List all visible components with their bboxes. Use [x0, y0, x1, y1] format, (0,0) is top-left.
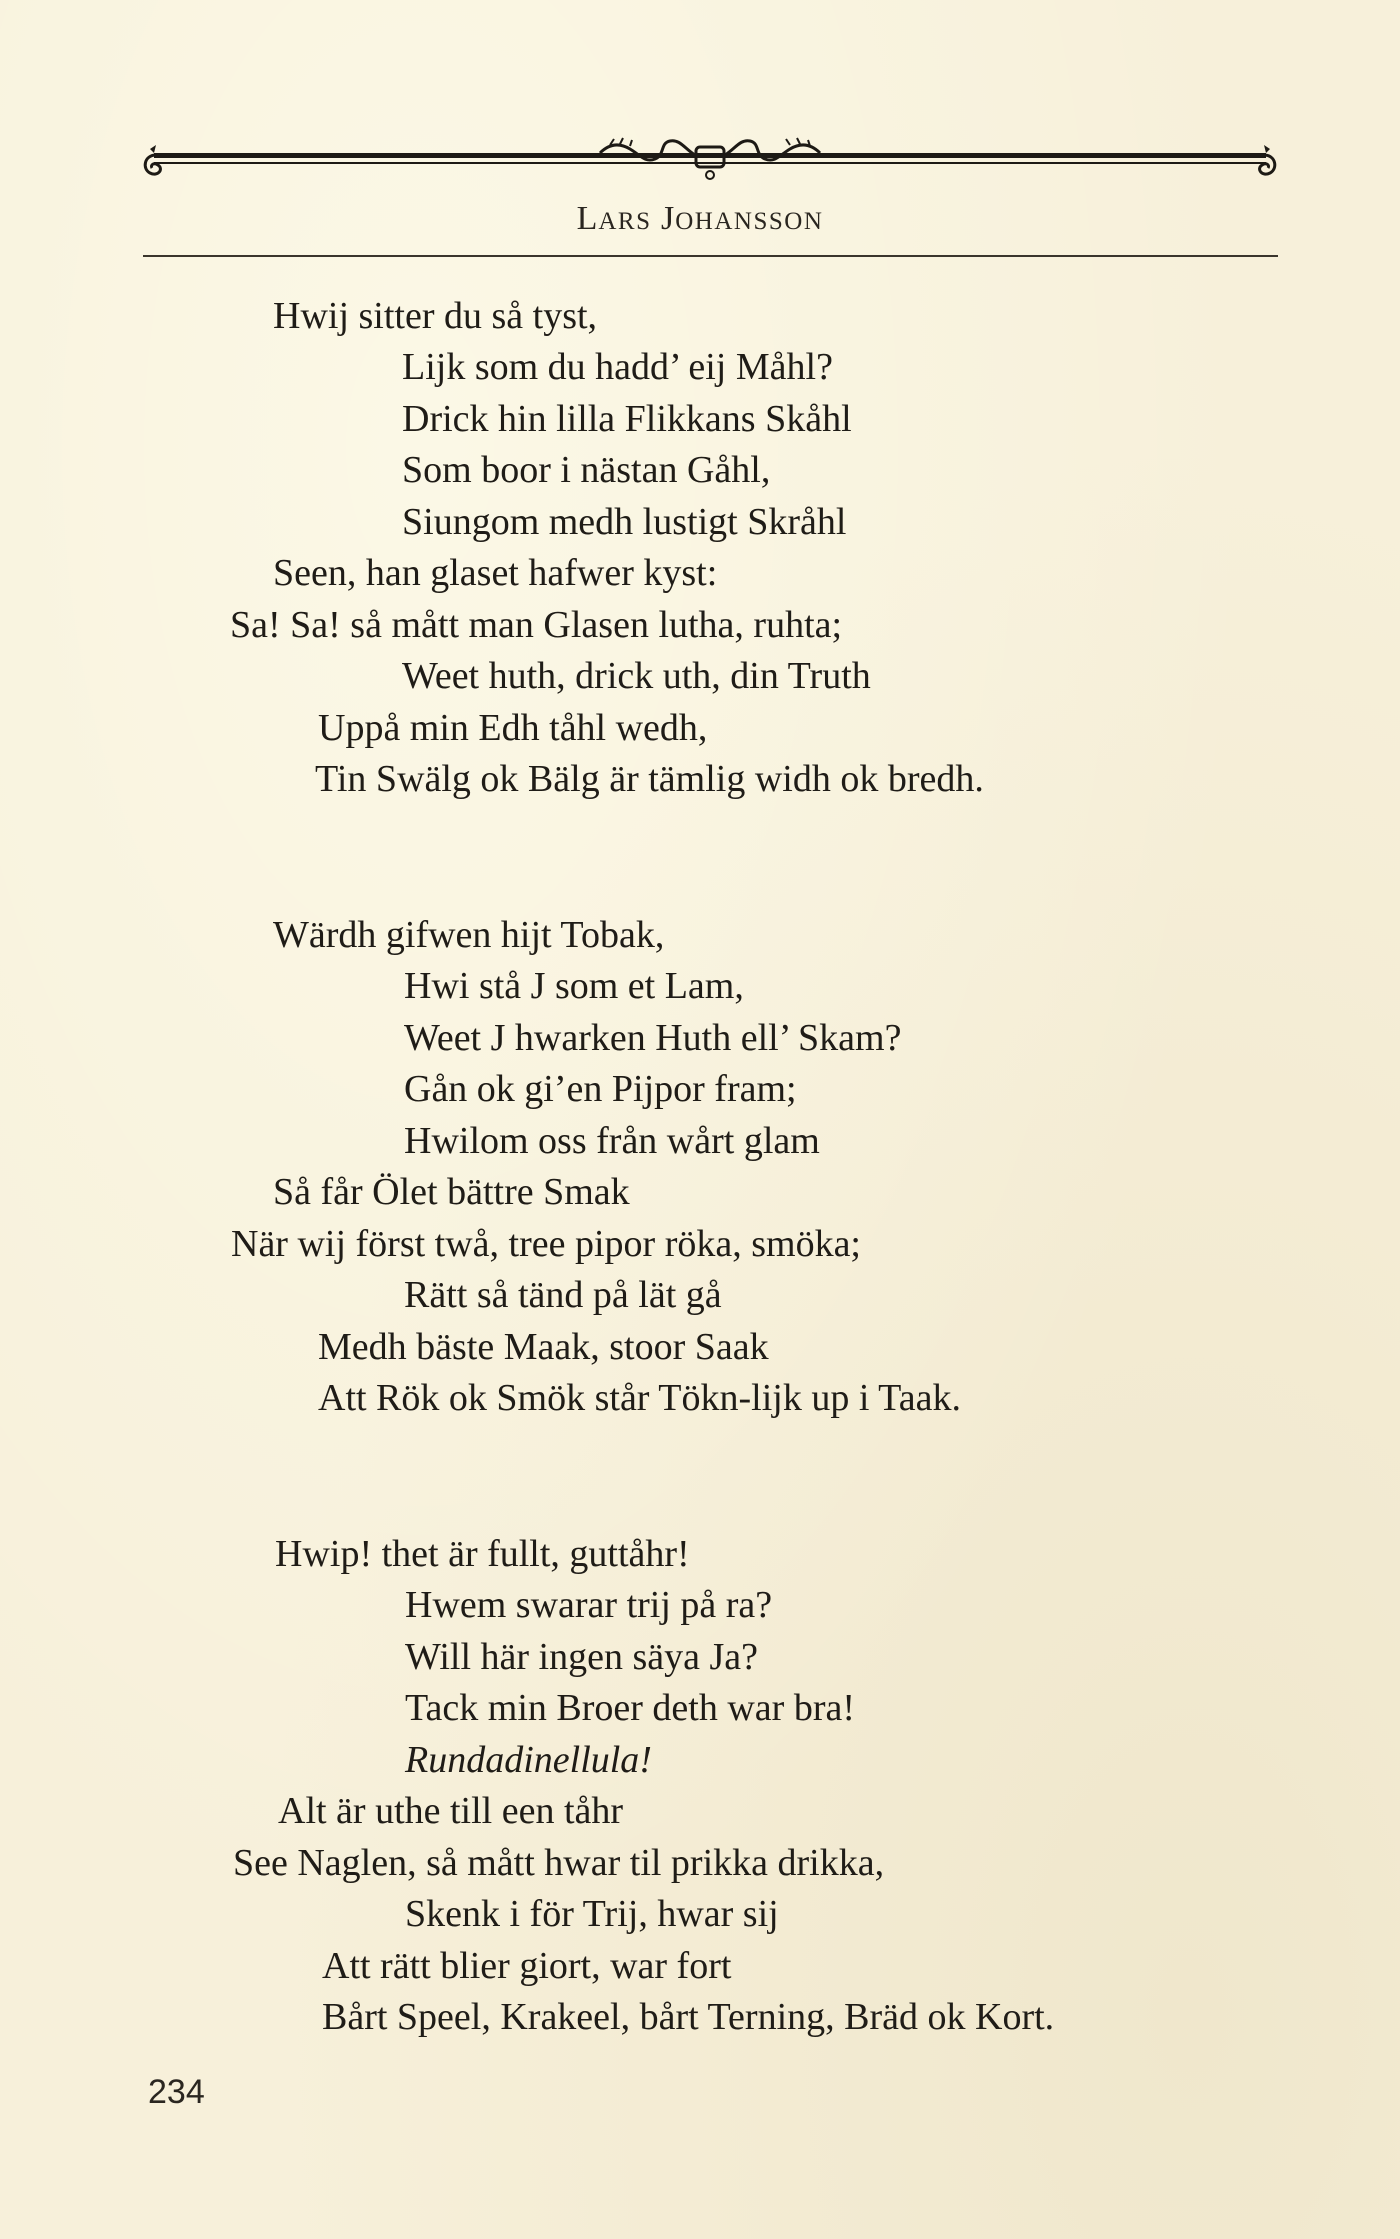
poem-line: Så får Ölet bättre Smak — [273, 1171, 630, 1213]
poem-line: När wij först twå, tree pipor röka, smöka; — [231, 1223, 861, 1265]
poem-line-refrain: Rundadinellula! — [405, 1739, 652, 1781]
poem-line: Uppå min Edh tåhl wedh, — [318, 707, 708, 749]
author-first-name-rest: ARS — [598, 208, 652, 235]
poem-line: Sa! Sa! så mått man Glasen lutha, ruhta; — [230, 604, 843, 646]
poem-line: Alt är uthe till een tåhr — [278, 1790, 624, 1832]
poem-line: Lijk som du hadd’ eij Måhl? — [402, 346, 833, 388]
poem-line: Weet J hwarken Huth ell’ Skam? — [404, 1017, 902, 1059]
poem-line: Att Rök ok Smök står Tökn-lijk up i Taak. — [318, 1377, 961, 1419]
poem-line: Hwip! thet är fullt, guttåhr! — [275, 1533, 690, 1575]
poem-line: Hwilom oss från wårt glam — [404, 1120, 820, 1162]
poem-line: Weet huth, drick uth, din Truth — [402, 655, 871, 697]
poem-line: Will här ingen säya Ja? — [405, 1636, 759, 1678]
ornamental-header-rule — [140, 135, 1280, 195]
poem-line: Rätt så tänd på lät gå — [404, 1274, 722, 1316]
poem-line: Tin Swälg ok Bälg är tämlig widh ok bredh. — [315, 758, 984, 800]
poem-line: Drick hin lilla Flikkans Skåhl — [402, 398, 852, 440]
poem-line: Hwi stå J som et Lam, — [404, 965, 744, 1007]
poem-line: See Naglen, så mått hwar til prikka drikka, — [233, 1842, 885, 1884]
running-head-author — [0, 200, 1400, 238]
poem-line: Seen, han glaset hafwer kyst: — [273, 552, 718, 594]
author-last-name-rest: OHANSSON — [675, 208, 824, 235]
poem-line: Som boor i nästan Gåhl, — [402, 449, 771, 491]
poem-line: Skenk i för Trij, hwar sij — [405, 1893, 779, 1935]
poem-line: Tack min Broer deth war bra! — [405, 1687, 855, 1729]
poem-line: Hwij sitter du så tyst, — [273, 295, 598, 337]
poem-line: Hwem swarar trij på ra? — [405, 1584, 773, 1626]
header-rule — [143, 255, 1278, 257]
poem-line: Medh bäste Maak, stoor Saak — [318, 1326, 769, 1368]
page-number: 234 — [148, 2073, 205, 2111]
author-initial-first: L — [576, 200, 599, 237]
author-initial-last: J — [661, 200, 676, 237]
poem-line: Wärdh gifwen hijt Tobak, — [273, 914, 665, 956]
poem-line: Gån ok gi’en Pijpor fram; — [404, 1068, 797, 1110]
poem-line: Bårt Speel, Krakeel, bårt Terning, Bräd ok Kort. — [322, 1996, 1055, 2038]
poem-line: Siungom medh lustigt Skråhl — [402, 501, 847, 543]
poem-line: Att rätt blier giort, war fort — [322, 1945, 732, 1987]
